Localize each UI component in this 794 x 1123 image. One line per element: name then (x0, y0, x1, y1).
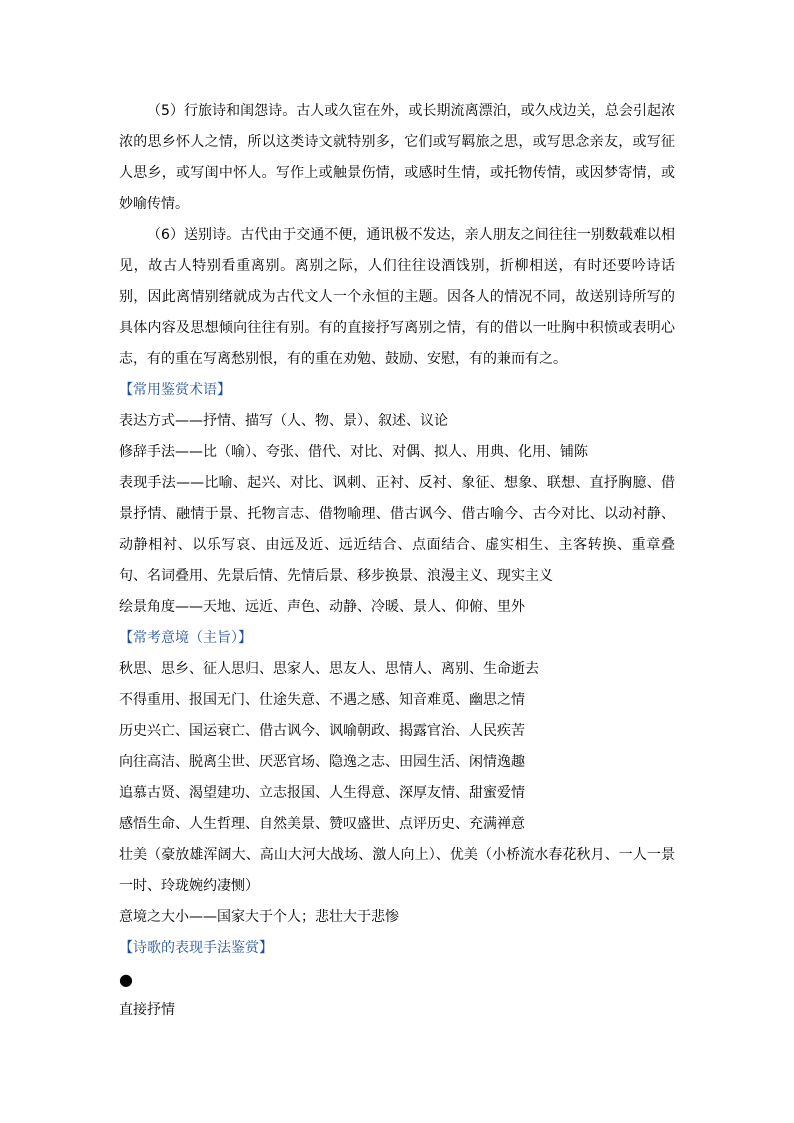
theme-line-8: 意境之大小——国家大于个人；悲壮大于悲惨 (119, 909, 399, 925)
theme-line-7: 壮美（豪放雄浑阔大、高山大河大战场、激人向上）、优美（小桥流水春花秋月、一人一景一时、玲珑婉约凄恻） (119, 847, 675, 894)
bullet-icon: ● (119, 970, 133, 989)
item-direct-lyric: 直接抒情 (119, 1002, 175, 1018)
theme-line-4: 向往高洁、脱离尘世、厌恶官场、隐逸之志、田园生活、闲情逸趣 (119, 754, 525, 770)
theme-line-6: 感悟生命、人生哲理、自然美景、赞叹盛世、点评历史、充满禅意 (119, 816, 525, 832)
term-expression-modes: 表达方式——抒情、描写（人、物、景）、叙述、议论 (119, 413, 448, 429)
term-scene-angles: 绘景角度——天地、远近、声色、动静、冷暖、景人、仰俯、里外 (119, 599, 525, 615)
paragraph-travel-poems: （5）行旅诗和闺怨诗。古人或久宦在外，或长期流离漂泊，或久戍边关，总会引起浓浓的思乡怀人之情，所以这类诗文就特别多，它们或写羁旅之思，或写思念亲友，或写征人思乡，或写闺中怀人。写作上或触景伤情，或感时生情，或托物传情，或因梦寄情，或妙喻传情。 (119, 103, 675, 212)
heading-common-themes: 【常考意境（主旨）】 (119, 630, 252, 646)
theme-line-2: 不得重用、报国无门、仕途失意、不遇之感、知音难觅、幽思之情 (119, 692, 525, 708)
theme-line-1: 秋思、思乡、征人思归、思家人、思友人、思情人、离别、生命逝去 (119, 661, 539, 677)
document-body (119, 96, 675, 1026)
term-rhetoric: 修辞手法——比（喻）、夸张、借代、对比、对偶、拟人、用典、化用、铺陈 (119, 444, 588, 460)
heading-appreciation-terms: 【常用鉴赏术语】 (119, 382, 231, 398)
theme-line-3: 历史兴亡、国运衰亡、借古讽今、讽喻朝政、揭露官治、人民疾苦 (119, 723, 525, 739)
theme-line-5: 追慕古贤、渴望建功、立志报国、人生得意、深厚友情、甜蜜爱情 (119, 785, 525, 801)
term-techniques: 表现手法——比喻、起兴、对比、讽刺、正衬、反衬、象征、想象、联想、直抒胸臆、借景抒情、融情于景、托物言志、借物喻理、借古讽今、借古喻今、古今对比、以动衬静、动静相衬、以乐写哀、由远及近、远近结合、点面结合、虚实相生、主客转换、重章叠句、名词叠用、先景后情、先情后景、移步换景、浪漫主义、现实主义 (119, 475, 675, 584)
paragraph-farewell-poems: （6）送别诗。古代由于交通不便，通讯极不发达，亲人朋友之间往往一别数载难以相见，故古人特别看重离别。离别之际，人们往往设酒饯别，折柳相送，有时还要吟诗话别，因此离情别绪就成为古代文人一个永恒的主题。因各人的情况不同，故送别诗所写的具体内容及思想倾向往往有别。有的直接抒写离别之情，有的借以一吐胸中积愤或表明心志，有的重在写离愁别恨，有的重在劝勉、鼓励、安慰，有的兼而有之。 (119, 227, 675, 367)
heading-expression-techniques: 【诗歌的表现手法鉴赏】 (119, 940, 273, 956)
